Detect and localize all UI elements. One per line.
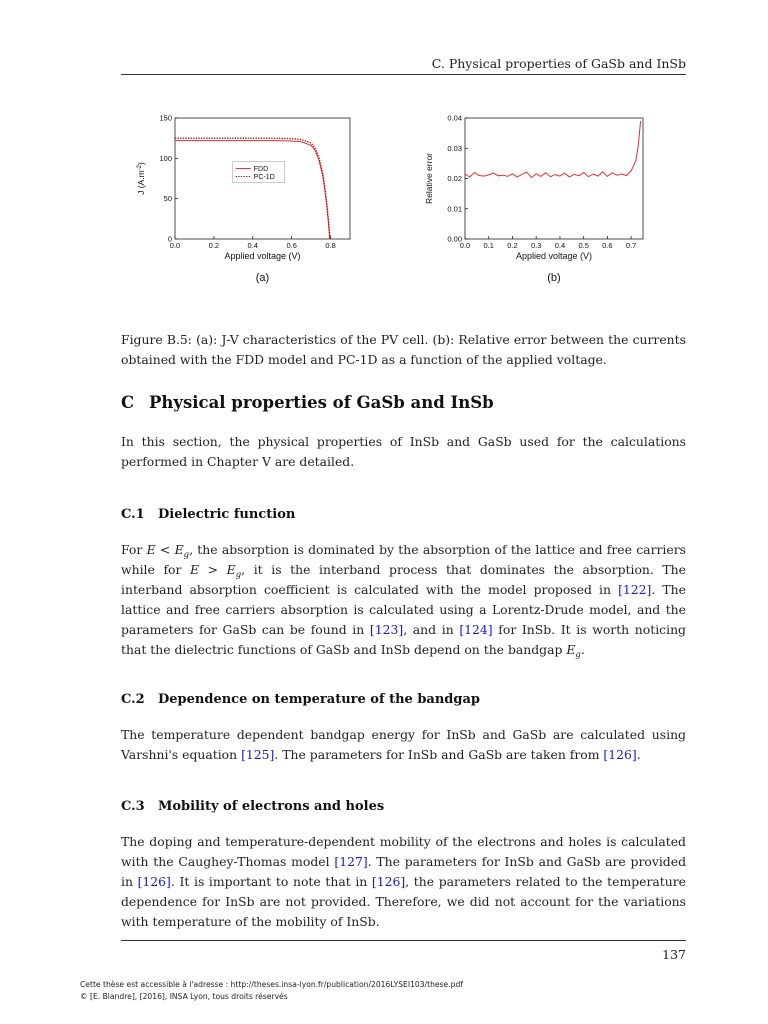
panel-label: (a)	[255, 272, 270, 284]
legend-label: PC-1D	[253, 174, 275, 182]
y-tick-label: 0.04	[447, 113, 462, 123]
y-tick-label: 0.03	[447, 143, 462, 153]
subsection-1-title: Dielectric function	[158, 507, 296, 522]
y-axis-label: J $(A.m^{-2})$	[136, 162, 146, 195]
text-run: .	[636, 747, 641, 762]
math-less-than: <	[155, 542, 175, 557]
text-run: , it is the interband process that dominates the absorption. The interband absorption coefficient is calculated with the model proposed in	[121, 562, 686, 597]
math-Eg-base: E	[174, 542, 184, 557]
text-run: .	[580, 642, 585, 657]
figure-caption: Figure B.5: (a): J-V characteristics of the PV cell. (b): Relative error between the currents obtained with the FDD model and PC-1D as a function of the applied voltage.	[121, 332, 686, 367]
math-Eg-subscript: g	[183, 550, 190, 560]
subsection-1-number: C.1	[121, 507, 145, 522]
x-tick-label: 0.8	[325, 241, 336, 250]
plot-frame	[465, 118, 643, 239]
math-Eg	[566, 642, 581, 660]
text-run: . The parameters for InSb and GaSb are provided in	[121, 854, 686, 889]
text-run: For	[121, 542, 147, 557]
y-tick-label: 100	[159, 153, 172, 163]
series-line-pc-1d	[175, 138, 330, 239]
text-run: The doping and temperature-dependent mobility of the electrons and holes is calculated with the Caughey-Thomas model	[121, 834, 686, 869]
panel-label: (b)	[547, 272, 561, 284]
page-number: 137	[662, 947, 686, 962]
text-run: . The parameters for InSb and GaSb are taken from	[274, 747, 604, 762]
dielectric-function-paragraph	[121, 540, 686, 660]
section-number: C	[121, 393, 135, 412]
figure-b-svg	[415, 108, 655, 293]
text-run: , the parameters related to the temperature dependence for InSb are not provided. Therefore, we did not account for the variations with temperature of the mobility of InSb.	[121, 874, 686, 929]
x-tick-label: 0.3	[530, 241, 542, 250]
x-tick-label: 0.0	[459, 241, 471, 250]
subsection-1-heading	[121, 507, 295, 522]
figure-b-relative-error-chart	[415, 108, 655, 293]
x-axis-label: Applied voltage (V)	[224, 251, 301, 261]
citation-link[interactable]: [126]	[603, 747, 637, 762]
section-title: Physical properties of GaSb and InSb	[149, 393, 494, 412]
math-greater-than: >	[199, 562, 227, 577]
x-tick-label: 0.2	[208, 241, 220, 250]
citation-link[interactable]: [126]	[371, 874, 406, 889]
text-run: for InSb. It is worth noticing that the dielectric functions of GaSb and InSb depend on the bandgap	[121, 622, 686, 657]
bandgap-temperature-paragraph	[121, 725, 686, 765]
math-Eg-base: E	[566, 642, 576, 657]
math-E: E	[190, 562, 200, 577]
x-tick-label: 0.4	[554, 241, 566, 250]
x-tick-label: 0.2	[507, 241, 518, 250]
citation-link[interactable]: [122]	[618, 582, 652, 597]
y-axis-label-close: )	[136, 162, 146, 165]
subsection-2-number: C.2	[121, 692, 145, 707]
subsection-3-number: C.3	[121, 799, 145, 814]
figure-a-jv-chart	[130, 108, 370, 293]
text-run: , and in	[403, 622, 460, 637]
citation-link[interactable]: [126]	[137, 874, 171, 889]
x-axis-label: Applied voltage (V)	[515, 251, 593, 261]
math-Eg-subscript: g	[575, 650, 581, 660]
x-tick-label: 0.4	[247, 241, 258, 250]
math-Eg	[174, 542, 190, 560]
subsection-2-title: Dependence on temperature of the bandgap	[158, 692, 480, 707]
y-tick-label: 150	[159, 113, 172, 123]
text-run: The temperature dependent bandgap energy for InSb and GaSb are calculated using Varshni's equation	[121, 727, 686, 762]
subsection-3-title: Mobility of electrons and holes	[158, 799, 385, 814]
text-run: , the absorption is dominated by the absorption of the lattice and free carriers while for	[121, 542, 686, 577]
subsection-3-heading	[121, 799, 384, 814]
y-tick-label: 50	[163, 194, 172, 204]
legend-label: FDD	[253, 166, 269, 174]
y-axis-label-exponent: -2	[137, 164, 143, 171]
citation-link[interactable]: [123]	[369, 622, 404, 637]
y-tick-label: 0.02	[447, 174, 462, 183]
citation-link[interactable]: [127]	[334, 854, 368, 869]
x-tick-label: 0.5	[578, 241, 589, 250]
series-line-fdd	[175, 141, 330, 239]
header-rule	[121, 74, 686, 75]
y-tick-label: 0.01	[447, 204, 462, 214]
math-Eg-subscript: g	[235, 570, 242, 580]
text-run: . It is important to note that in	[170, 874, 372, 889]
x-tick-label: 0.6	[286, 241, 297, 250]
x-tick-label: 0.0	[169, 241, 181, 250]
text-run: . The lattice and free carriers absorption is calculated using a Lorentz-Drude model, and the parameters for GaSb can be found in	[121, 582, 686, 637]
x-tick-label: 0.7	[625, 241, 637, 250]
y-tick-label: 0	[167, 234, 172, 244]
math-Eg	[226, 562, 242, 580]
x-tick-label: 0.1	[483, 241, 494, 250]
section-intro-paragraph: In this section, the physical properties of InSb and GaSb used for the calculations performed in Chapter V are detailed.	[121, 434, 686, 469]
y-tick-label: 0.00	[447, 234, 462, 244]
section-heading	[121, 393, 494, 412]
citation-link[interactable]: [125]	[241, 747, 275, 762]
footer-copyright: © [E. Blandre], [2016], INSA Lyon, tous droits réservés	[80, 992, 288, 1001]
x-tick-label: 0.6	[602, 241, 613, 250]
figure-a-svg	[130, 108, 370, 293]
citation-link[interactable]: [124]	[459, 622, 493, 637]
footer-rule	[121, 940, 686, 941]
y-axis-label: Relative error	[424, 152, 434, 205]
footer-access-url: Cette thèse est accessible à l'adresse : http://theses.insa-lyon.fr/publication/2016LYSEI103/these.pdf	[80, 980, 463, 989]
subsection-2-heading	[121, 692, 480, 707]
mobility-paragraph	[121, 832, 686, 932]
math-E: E	[146, 542, 156, 557]
running-header: C. Physical properties of GaSb and InSb	[431, 56, 686, 71]
math-Eg-base: E	[226, 562, 236, 577]
series-line-relative-error	[465, 121, 641, 178]
